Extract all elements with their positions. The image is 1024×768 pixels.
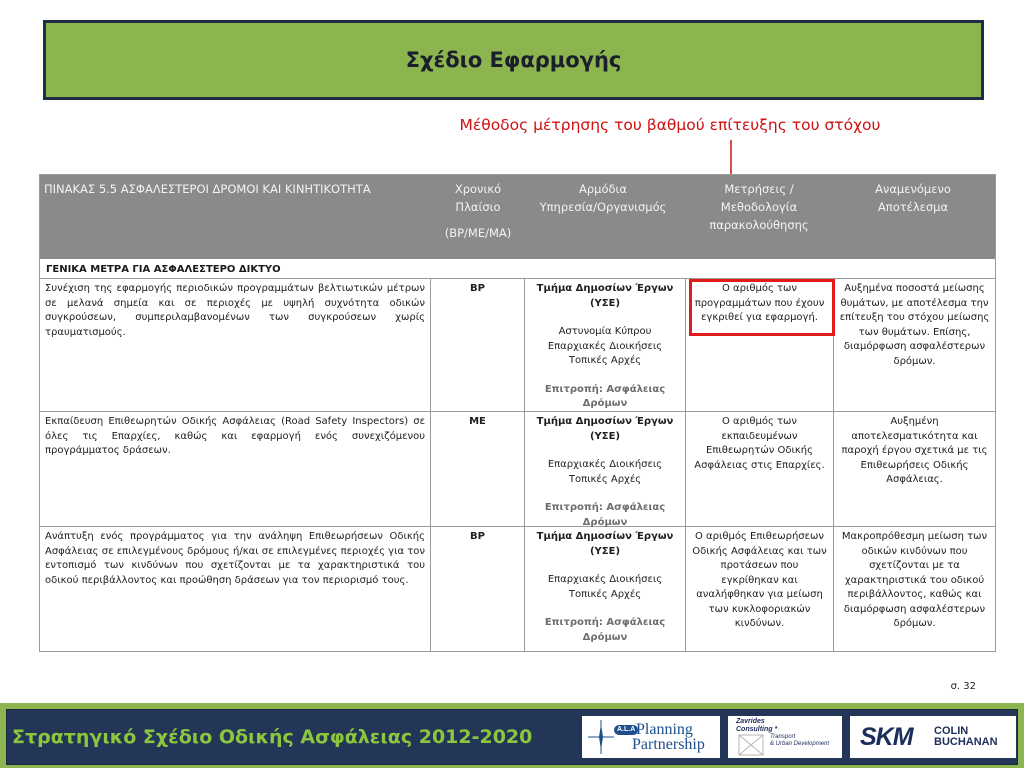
cell-result: Αυξημένη αποτελεσματικότητα και παροχή έργου σχετικά με τις Επιθεωρήσεις Οδικής Ασφάλειας. [833,412,995,526]
zavrides-logo: Zavrides Consulting * Transport & Urban Development [728,716,842,758]
skm-colin-buchanan-logo: SKM COLIN BUCHANAN [850,716,1016,758]
cell-timeframe: ΒΡ [430,527,524,651]
cell-measurement: Ο αριθμός Επιθεωρήσεων Οδικής Ασφάλειας και των προτάσεων που εγκρίθηκαν και αναλήφθηκαν για μείωση των κυκλοφοριακών κινδύνων. [685,527,833,651]
header-timeframe: Χρονικό Πλαίσιο (ΒΡ/ΜΕ/ΜΑ) [444,182,512,240]
safety-table [39,174,996,652]
highlight-box [689,279,835,336]
cell-measure: Ανάπτυξη ενός προγράμματος για την ανάληψη Επιθεωρήσεων Οδικής Ασφάλειας σε επιλεγμένους δρόμους ή/και σε επιλεγμένες περιοχές για τον εντοπισμό των κινδύνων που σχετίζονται με τα χαρακτηριστικά του οδικού περιβάλλοντος και προώθηση δράσεων για τον περιορισμό τους. [45,531,425,586]
cell-agency: Τμήμα Δημοσίων Έργων (ΥΣΕ) Αστυνομία Κύπρου Επαρχιακές Διοικήσεις Τοπικές Αρχές Επιτροπή: Ασφάλειας Δρόμων [524,279,685,411]
header-agency: Αρμόδια Υπηρεσία/Οργανισμός [539,182,667,214]
table-header [40,175,995,259]
cell-agency: Τμήμα Δημοσίων Έργων (ΥΣΕ) Επαρχιακές Διοικήσεις Τοπικές Αρχές Επιτροπή: Ασφάλειας Δρόμων [524,412,685,526]
footer-panel [6,709,1018,765]
network-icon [738,734,764,756]
cell-measurement: Ο αριθμός των προγραμμάτων που έχουν εγκριθεί για εφαρμογή. [685,279,833,411]
slide-title: Σχέδιο Εφαρμογής [405,48,622,72]
table-row [40,412,995,527]
planning-partnership-logo: A.L.A Planning Partnership [582,716,720,758]
slide-title-banner [43,20,984,100]
section-title: ΓΕΝΙΚΑ ΜΕΤΡΑ ΓΙΑ ΑΣΦΑΛΕΣΤΕΡΟ ΔΙΚΤΥΟ [40,261,995,279]
cell-agency: Τμήμα Δημοσίων Έργων (ΥΣΕ) Επαρχιακές Διοικήσεις Τοπικές Αρχές Επιτροπή: Ασφάλειας Δρόμων [524,527,685,651]
cell-result: Μακροπρόθεσμη μείωση των οδικών κινδύνων που σχετίζονται με τα χαρακτηριστικά του οδικού περιβάλλοντος, καθώς και διαμόρφωση ασφαλέστερων δρόμων. [833,527,995,651]
cell-measure: Συνέχιση της εφαρμογής περιοδικών προγραμμάτων βελτιωτικών μέτρων σε μελανά σημεία και σε περιοχές με υψηλή συχνότητα οδικών συγκρούσεων, συμπεριλαμβανομένων των συγκρούσεων χωρίς τραυματισμούς. [45,283,425,338]
page-number: σ. 32 [950,681,976,692]
cell-timeframe: ΜΕ [430,412,524,526]
header-measure: ΠΙΝΑΚΑΣ 5.5 ΑΣΦΑΛΕΣΤΕΡΟΙ ΔΡΟΜΟΙ ΚΑΙ ΚΙΝΗΤΙΚΟΤΗΤΑ [44,182,371,196]
annotation-label: Μέθοδος μέτρησης του βαθμού επίτευξης του στόχου [459,116,881,134]
table-row [40,527,995,651]
table-row [40,279,995,412]
footer-title: Στρατηγικό Σχέδιο Οδικής Ασφάλειας 2012-2020 [12,726,533,748]
compass-icon [586,716,616,758]
cell-result: Αυξημένα ποσοστά μείωσης θυμάτων, με αποτέλεσμα την επίτευξη του στόχου μείωσης των θυμάτων. Επίσης, διαμόρφωση ασφαλέστερων δρόμων. [833,279,995,411]
header-measurement: Μετρήσεις / Μεθοδολογία παρακολούθησης [709,182,809,232]
footer-bar [0,703,1024,768]
header-result: Αναμενόμενο Αποτέλεσμα [875,182,951,214]
cell-measure: Εκπαίδευση Επιθεωρητών Οδικής Ασφάλειας (Road Safety Inspectors) σε όλες τις Επαρχίες, καθώς και εφαρμογή ενός συνεχιζόμενου προγράμματος δράσεων. [45,416,425,456]
cell-measurement: Ο αριθμός των εκπαιδευμένων Επιθεωρητών Οδικής Ασφάλειας στις Επαρχίες. [685,412,833,526]
cell-timeframe: ΒΡ [430,279,524,411]
